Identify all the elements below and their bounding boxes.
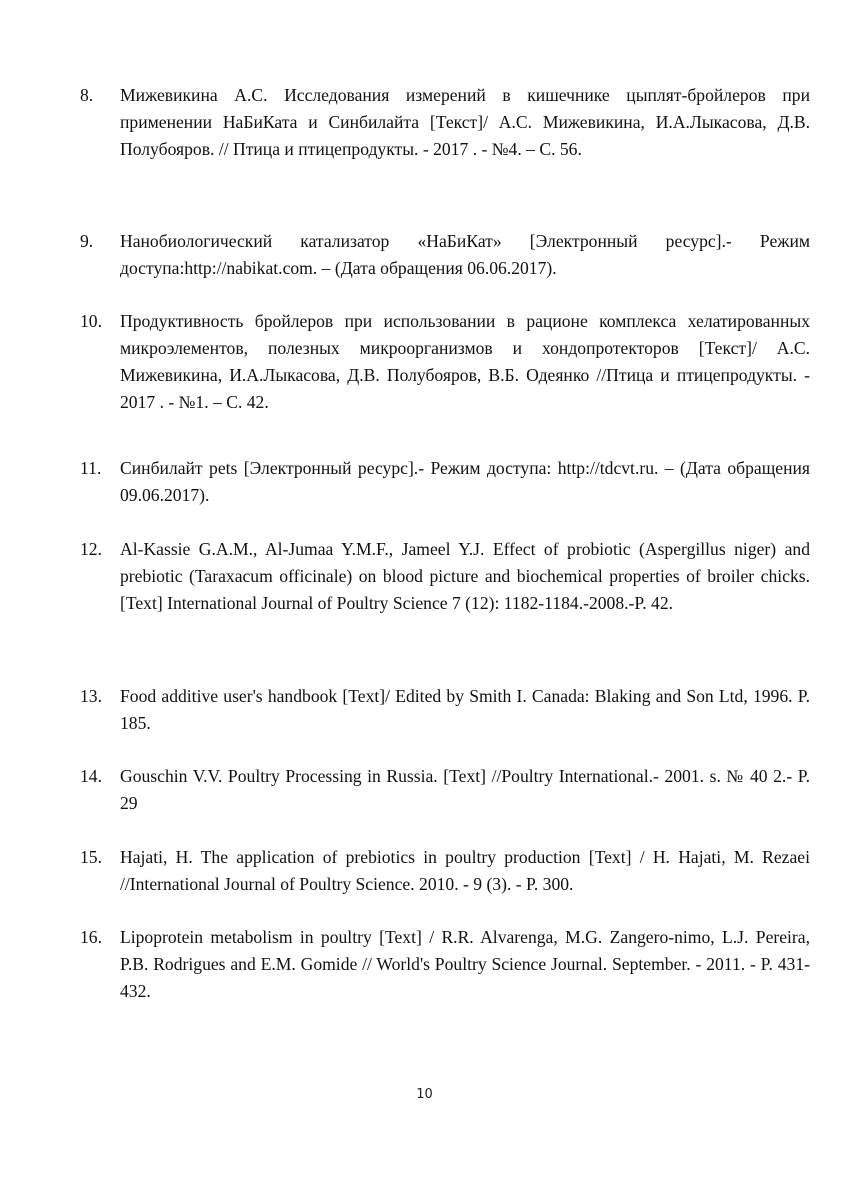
reference-number: 15. <box>80 847 102 867</box>
reference-number: 9. <box>80 231 94 251</box>
reference-text: Нанобиологический катализатор «НаБиКат» [Электронный ресурс].- Режим доступа:http://nabikat.com. – (Дата обращения 06.06.2017). <box>120 231 810 278</box>
reference-text: Lipoprotein metabolism in poultry [Text] / R.R. Alvarenga, M.G. Zangero-nimo, L.J. Pereira, P.B. Rodrigues and E.M. Gomide // World's Poultry Science Journal. September. - 2011. - P. 431-432. <box>120 927 810 1001</box>
reference-number: 14. <box>80 766 102 786</box>
reference-number: 11. <box>80 458 102 478</box>
reference-item <box>80 763 810 817</box>
reference-text: Al-Kassie G.A.M., Al-Jumaa Y.M.F., Jameel Y.J. Effect of probiotic (Aspergillus niger) and prebiotic (Taraxacum officinale) on blood picture and biochemical properties of broiler chicks. [Text] International Journal of Poultry Science 7 (12): 1182-1184.-2008.-P. 42. <box>120 539 810 613</box>
reference-text: Продуктивность бройлеров при использовании в рационе комплекса хелатированных микроэлементов, полезных микроорганизмов и хондопротекторов [Текст]/ А.С. Мижевикина, И.А.Лыкасова, Д.В. Полубояров, В.Б. Одеянко //Птица и птицепродукты. - 2017 . - №1. – С. 42. <box>120 311 810 412</box>
reference-item <box>80 455 810 509</box>
reference-text: Food additive user's handbook [Text]/ Edited by Smith I. Canada: Blaking and Son Ltd, 1996. P. 185. <box>120 686 810 733</box>
reference-text: Мижевикина А.С. Исследования измерений в кишечнике цыплят-бройлеров при применении НаБиКата и Синбилайта [Текст]/ А.С. Мижевикина, И.А.Лыкасова, Д.В. Полубояров. // Птица и птицепродукты. - 2017 . - №4. – С. 56. <box>120 85 810 159</box>
reference-item <box>80 536 810 617</box>
reference-text: Gouschin V.V. Poultry Processing in Russia. [Text] //Poultry International.- 2001. s. № 40 2.- P. 29 <box>120 766 810 813</box>
reference-text: Синбилайт pets [Электронный ресурс].- Режим доступа: http://tdcvt.ru. – (Дата обращения 09.06.2017). <box>120 458 810 505</box>
reference-number: 12. <box>80 539 102 559</box>
reference-number: 10. <box>80 311 102 331</box>
reference-number: 8. <box>80 85 94 105</box>
reference-item <box>80 683 810 737</box>
page-number: 10 <box>416 1087 433 1102</box>
reference-item <box>80 228 810 282</box>
reference-text: Hajati, H. The application of prebiotics in poultry production [Text] / H. Hajati, M. Rezaei //International Journal of Poultry Science. 2010. - 9 (3). - P. 300. <box>120 847 810 894</box>
reference-item <box>80 844 810 898</box>
reference-number: 16. <box>80 927 102 947</box>
reference-number: 13. <box>80 686 102 706</box>
reference-item <box>80 308 810 416</box>
reference-item <box>80 924 810 1005</box>
reference-item <box>80 82 810 163</box>
